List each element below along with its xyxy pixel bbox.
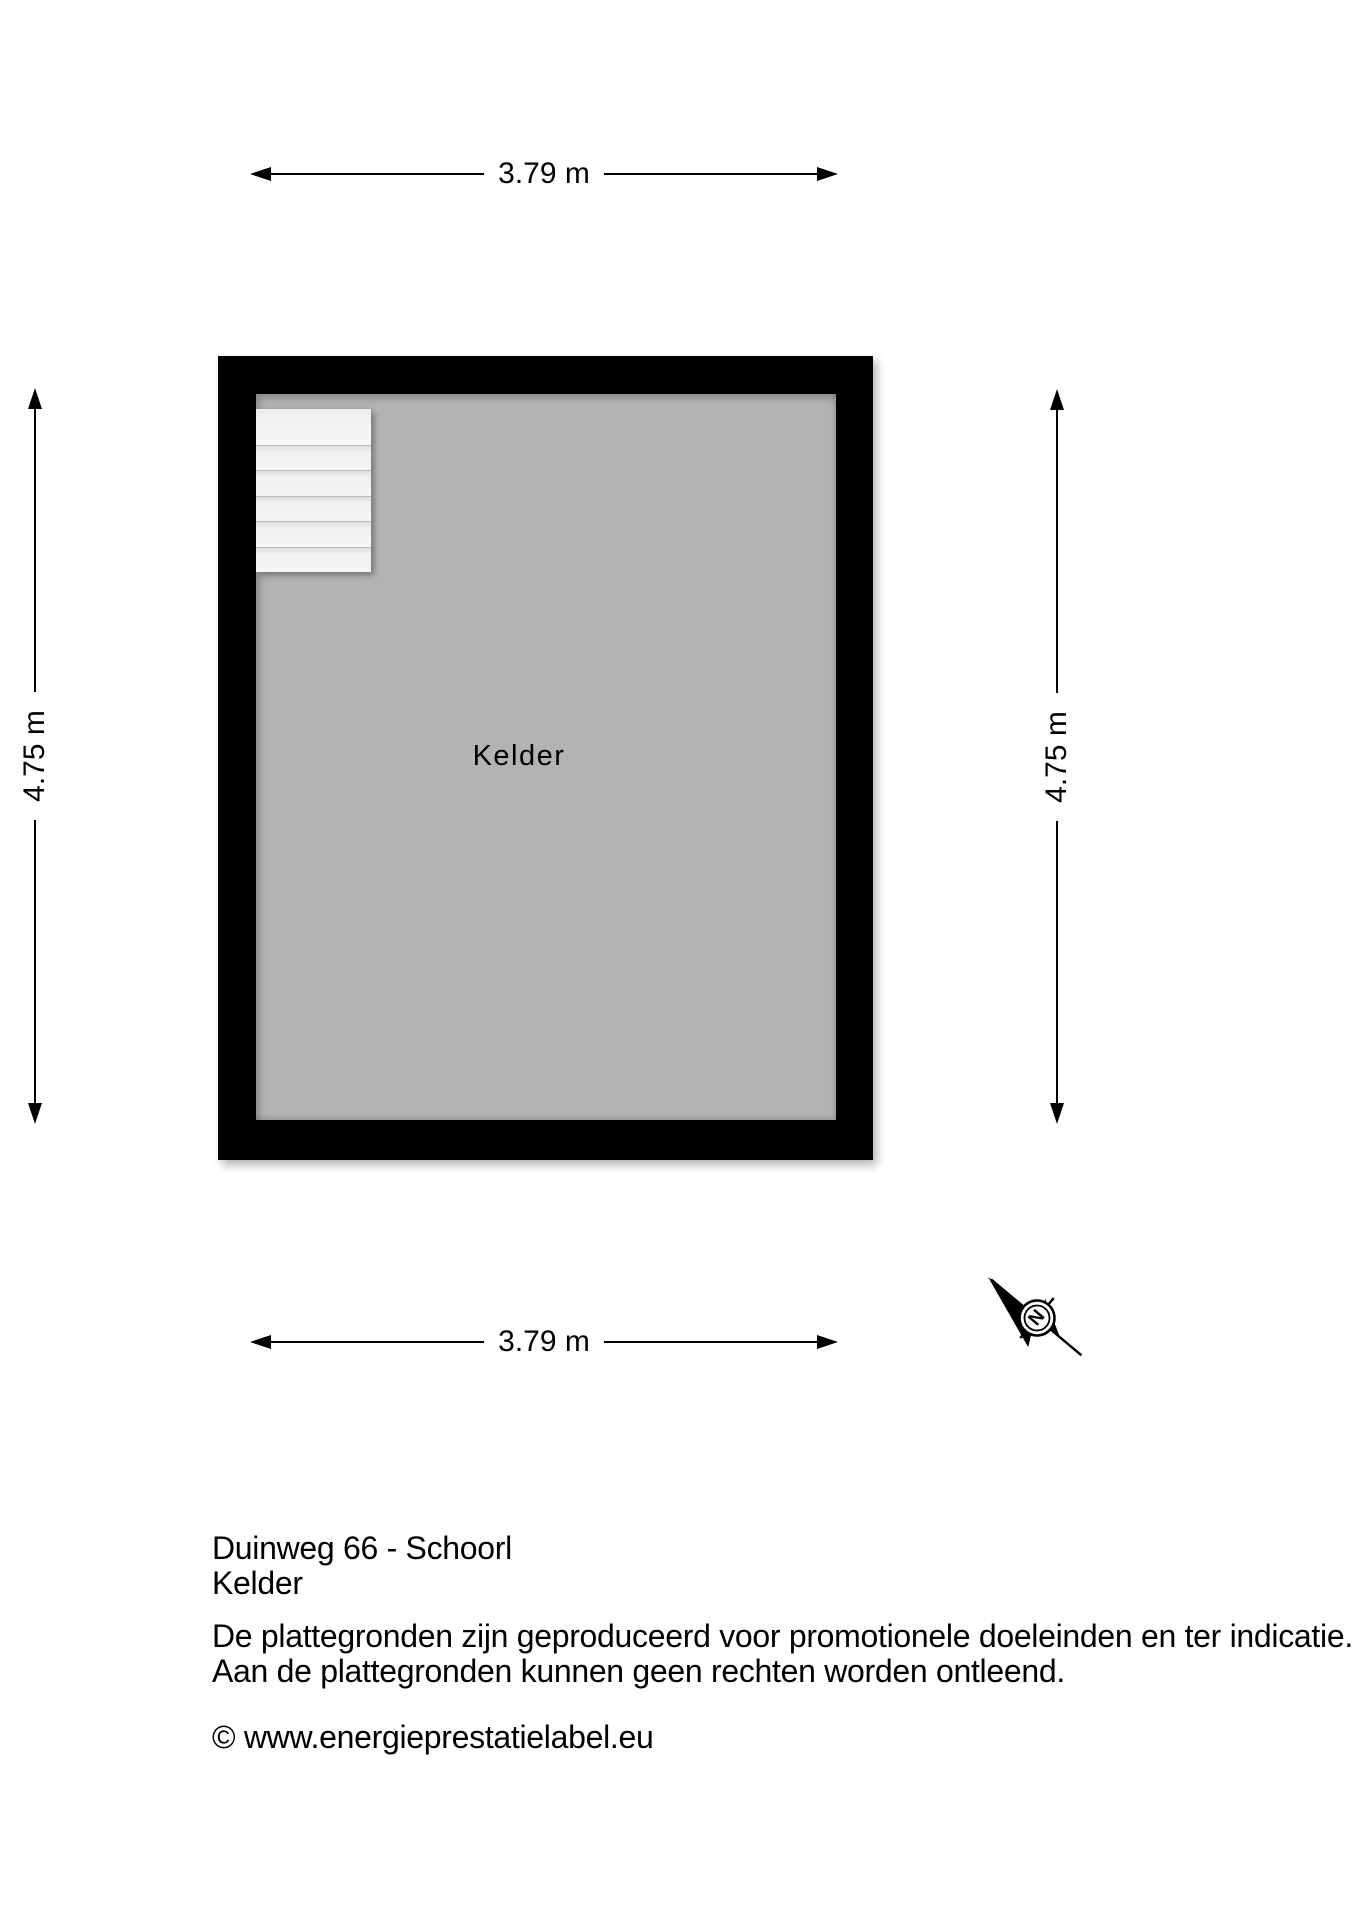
stair-tread <box>256 496 371 522</box>
dimension-line <box>604 1341 817 1343</box>
stair-tread <box>256 409 371 445</box>
compass-n-label: N <box>1024 1305 1050 1331</box>
dimension-label-top: 3.79 m <box>498 157 590 190</box>
disclaimer-line-1: De plattegronden zijn geproduceerd voor promotionele doeleinden en ter indicatie. <box>212 1618 1353 1654</box>
dimension-left <box>20 388 50 1124</box>
dimension-label-right: 4.75 m <box>1040 710 1073 803</box>
arrowhead-up-icon <box>1050 389 1064 410</box>
dimension-right <box>1042 389 1072 1124</box>
stairs <box>256 409 371 572</box>
dimension-line <box>1056 410 1058 693</box>
stair-tread <box>256 470 371 496</box>
room-floor <box>256 394 836 1120</box>
dimension-label-left: 4.75 m <box>18 710 51 802</box>
dimension-line <box>271 173 484 175</box>
arrowhead-down-icon <box>1050 1103 1064 1124</box>
arrowhead-right-icon <box>817 1335 838 1349</box>
dimension-line <box>604 173 817 175</box>
stair-tread <box>256 521 371 547</box>
dimension-line <box>1056 821 1058 1104</box>
room-walls <box>218 356 873 1160</box>
dimension-label-bottom: 3.79 m <box>498 1325 590 1358</box>
copyright-line: © www.energieprestatielabel.eu <box>212 1719 654 1755</box>
dimension-line <box>271 1341 484 1343</box>
compass-north-icon <box>972 1258 1102 1378</box>
arrowhead-left-icon <box>250 1335 271 1349</box>
stair-tread <box>256 547 371 573</box>
dimension-top <box>250 159 838 189</box>
footer-title-block <box>212 1531 512 1601</box>
arrowhead-left-icon <box>250 167 271 181</box>
disclaimer-block <box>212 1619 1353 1689</box>
dimension-line <box>34 409 36 692</box>
floor-name-line: Kelder <box>212 1565 303 1601</box>
stair-tread <box>256 445 371 471</box>
dimension-bottom <box>250 1327 838 1357</box>
address-line: Duinweg 66 - Schoorl <box>212 1530 512 1566</box>
arrowhead-down-icon <box>28 1103 42 1124</box>
disclaimer-line-2: Aan de plattegronden kunnen geen rechten worden ontleend. <box>212 1653 1065 1689</box>
room-label: Kelder <box>472 740 566 772</box>
arrowhead-up-icon <box>28 388 42 409</box>
arrowhead-right-icon <box>817 167 838 181</box>
dimension-line <box>34 820 36 1103</box>
